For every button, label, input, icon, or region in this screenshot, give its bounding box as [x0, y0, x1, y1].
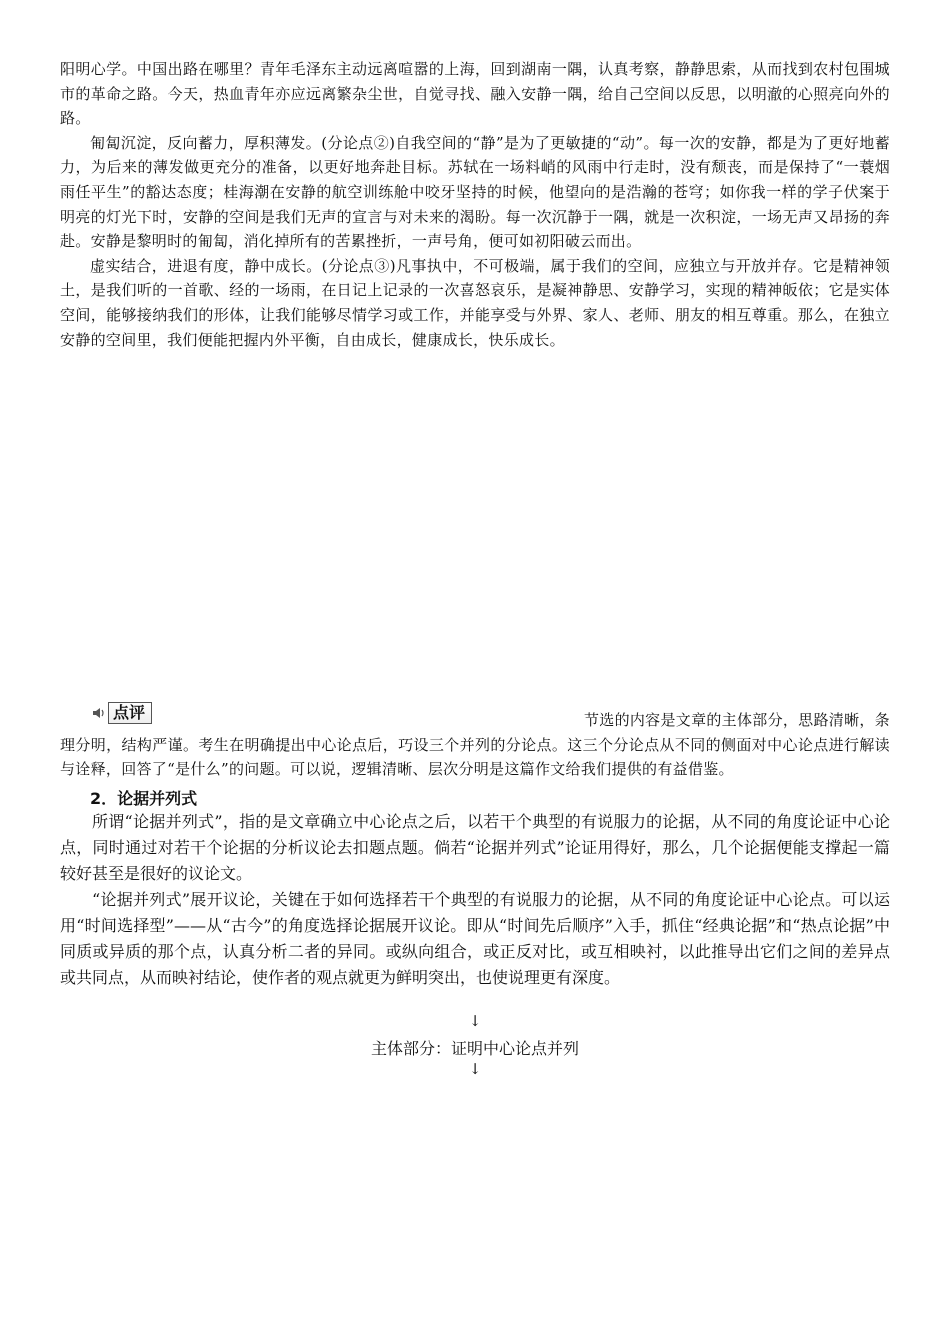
- essay-paragraph-2: 匍匐沉淀，反向蓄力，厚积薄发。(分论点②)自我空间的“静”是为了更敏捷的“动”。每一次的安静，都是为了更好地蓄力，为后来的薄发做更充分的准备，以更好地奔赴目标。苏轼在一场料峭的风雨中行走时，没有颓丧，而是保持了“一蓑烟雨任平生”的豁达态度；桂海潮在安静的航空训练舱中咬牙坚持的时候，他望向的是浩瀚的苍穹；如你我一样的学子伏案于明亮的灯光下时，安静的空间是我们无声的宣言与对未来的渴盼。每一次沉静于一隅，就是一次积淀，一场无声又昂扬的奔赴。安静是黎明时的匍匐，消化掉所有的苦累挫折，一声号角，便可如初阳破云而出。: [60, 133, 890, 251]
- review-first-line: 节选的内容是文章的主体部分，思路清晰，条: [583, 711, 890, 729]
- review-body: 理分明，结构严谨。考生在明确提出中心论点后，巧设三个并列的分论点。这三个分论点从不同的侧面对中心论点进行解读与诠释，回答了“是什么”的问题。可以说，逻辑清晰、层次分明是这篇作文给我们提供的有益借鉴。: [60, 735, 890, 779]
- essay-paragraph-3: 虚实结合，进退有度，静中成长。(分论点③)凡事执中，不可极端，属于我们的空间，应独立与开放并存。它是精神领土，是我们听的一首歌、经的一场雨，在日记上记录的一次喜怒哀乐，是凝神静思、安静学习，实现的精神皈依；它是实体空间，能够接纳我们的形体，让我们能够尽情学习或工作，并能享受与外界、家人、老师、朋友的相互尊重。那么，在独立安静的空间里，我们便能把握内外平衡，自由成长，健康成长，快乐成长。: [60, 256, 890, 349]
- review-badge-label: 点评: [108, 702, 152, 724]
- essay-paragraph-1: 阳明心学。中国出路在哪里？青年毛泽东主动远离喧嚣的上海，回到湖南一隅，认真考察，静静思索，从而找到农村包围城市的革命之路。今天，热血青年亦应远离繁杂尘世，自觉寻找、融入安静一隅，给自己空间以反思，以明澈的心照亮向外的路。: [60, 60, 890, 128]
- review-text: [60, 708, 890, 782]
- arrow-down-bottom: ↓: [468, 1060, 482, 1078]
- section-heading: 2．论据并列式: [90, 789, 198, 808]
- arrow-down-top: ↓: [468, 1012, 482, 1030]
- section-paragraph-1: 所谓“论据并列式”，指的是文章确立中心论点之后，以若干个典型的有说服力的论据，从不同的角度论证中心论点，同时通过对若干个论据的分析议论去扣题点题。倘若“论据并列式”论证用得好，那么，几个论据便能支撑起一篇较好甚至是很好的议论文。: [60, 812, 890, 883]
- section-body: [60, 809, 890, 991]
- section-paragraph-2: “论据并列式”展开议论，关键在于如何选择若干个典型的有说服力的论据，从不同的角度论证中心论点。可以运用“时间选择型”——从“古今”的角度选择论据展开议论。即从“时间先后顺序”入手，抓住“经典论据”和“热点论据”中同质或异质的那个点，认真分析二者的异同。或纵向组合，或正反对比，或互相映衬，以此推导出它们之间的差异点或共同点，从而映衬结论，使作者的观点就更为鲜明突出，也使说理更有深度。: [60, 890, 890, 987]
- essay-excerpt: [60, 57, 890, 352]
- main-part-label: 主体部分：证明中心论点并列: [370, 1039, 579, 1058]
